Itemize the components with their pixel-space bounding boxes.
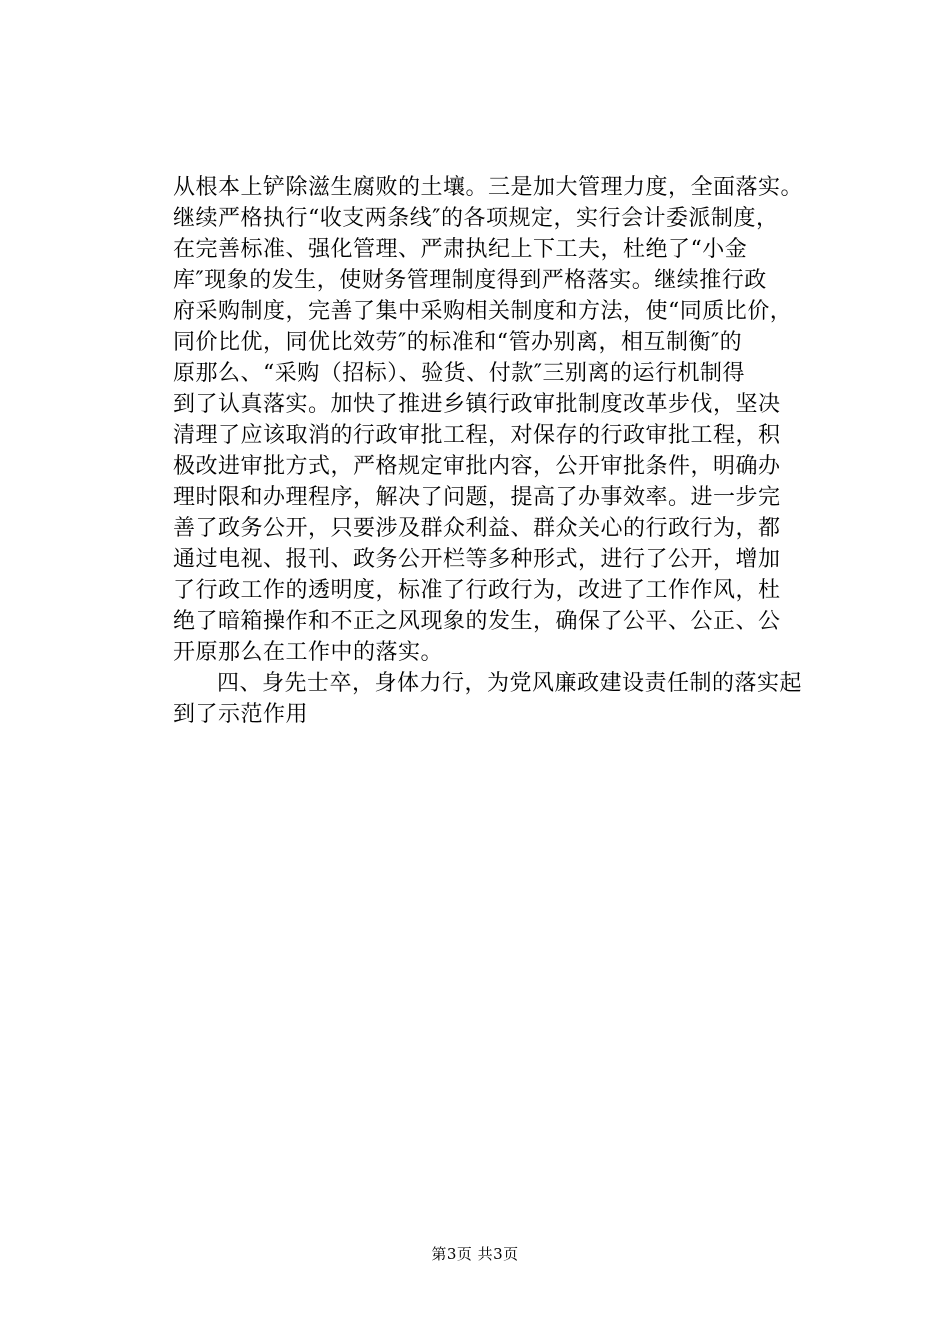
page-number-footer: 第3页 共3页 — [431, 1245, 519, 1263]
text-line: 库″现象的发生，使财务管理制度得到严格落实。继续推行政 — [173, 268, 767, 293]
text-line: 在完善标准、强化管理、严肃执纪上下工夫，杜绝了“小金 — [173, 237, 748, 262]
section-heading-line: 四、身先士卒，身体力行，为党风廉政建设责任制的落实起 — [217, 671, 803, 696]
text-line: 开原那么在工作中的落实。 — [173, 640, 444, 665]
text-line: 了行政工作的透明度，标准了行政行为，改进了工作作风，杜 — [173, 578, 781, 603]
text-line: 同价比优，同优比效劳″的标准和“管办别离，相互制衡″的 — [173, 330, 743, 355]
text-line: 极改进审批方式，严格规定审批内容，公开审批条件，明确办 — [173, 454, 781, 479]
text-line: 通过电视、报刊、政务公开栏等多种形式，进行了公开，增加 — [173, 547, 781, 572]
text-line: 继续严格执行“收支两条线″的各项规定，实行会计委派制度， — [173, 206, 779, 231]
text-line: 理时限和办理程序，解决了问题，提高了办事效率。进一步完 — [173, 485, 781, 510]
document-body — [173, 172, 873, 730]
text-line: 原那么、“采购（招标）、验货、付款″三别离的运行机制得 — [173, 361, 745, 386]
text-line: 府采购制度，完善了集中采购相关制度和方法，使“同质比价， — [173, 299, 793, 324]
text-line: 从根本上铲除滋生腐败的土壤。三是加大管理力度，全面落实。 — [173, 175, 804, 200]
section-heading-line: 到了示范作用 — [173, 702, 309, 727]
text-line: 绝了暗箱操作和不正之风现象的发生，确保了公平、公正、公 — [173, 609, 781, 634]
text-line: 清理了应该取消的行政审批工程，对保存的行政审批工程，积 — [173, 423, 781, 448]
text-line: 善了政务公开，只要涉及群众利益、群众关心的行政行为，都 — [173, 516, 781, 541]
text-line: 到了认真落实。加快了推进乡镇行政审批制度改革步伐，坚决 — [173, 392, 781, 417]
